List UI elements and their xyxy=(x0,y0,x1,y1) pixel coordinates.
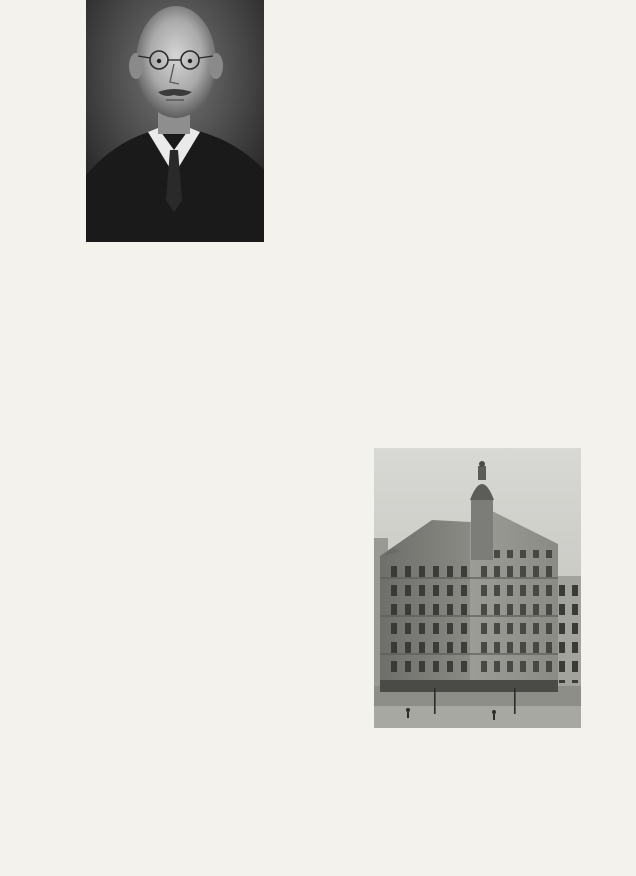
building-photo xyxy=(374,448,581,728)
portrait-photo xyxy=(86,0,264,242)
